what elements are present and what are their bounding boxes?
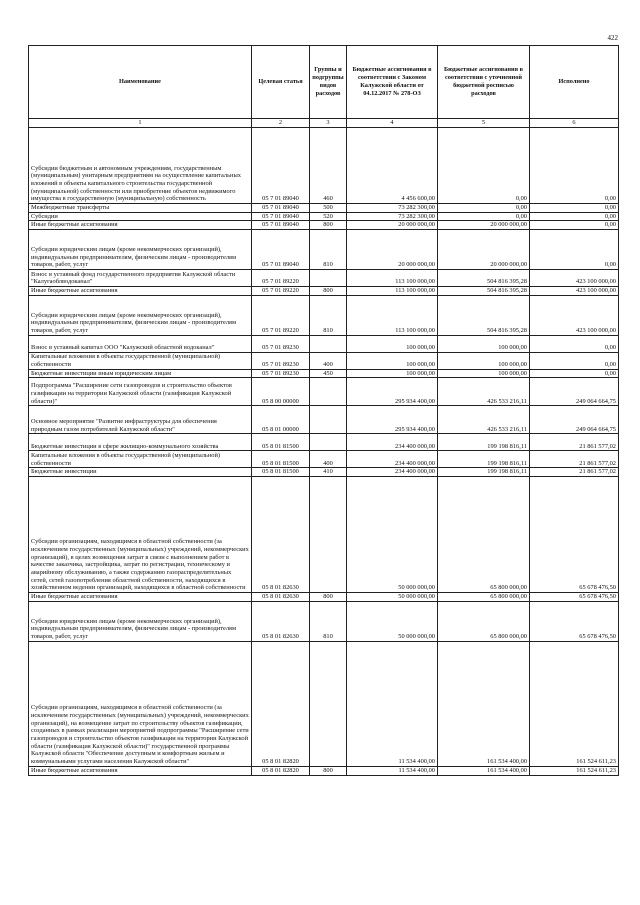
row-name: Субсидии юридическим лицам (кроме некоммерческих организаций), индивидуальным предпринимателям, физическим лицам - производителям товаров, работ, услуг (29, 295, 252, 335)
target-article: 05 8 01 82820 (252, 641, 310, 766)
executed-amount: 21 861 577,02 (530, 468, 619, 477)
row-name: Субсидии организациям, находящимся в областной собственности (за исключением государственных (муниципальных) учреждений, некоммерческих организаций), на возмещение затрат по строительству объектов газификации, созданных в рамках реализации мероприятий подпрограммы "Расширение сети газопроводов и строительство объектов газификации на территории Калужской области (газификация Калужской области)" государственной программы Калужской области "Обеспечение доступным и комфортным жильем и коммунальными услугами населения Калужской области" (29, 641, 252, 766)
target-article: 05 7 01 89040 (252, 221, 310, 230)
column-index: 4 (347, 119, 438, 128)
expense-group: 800 (310, 593, 347, 602)
table-row (29, 204, 619, 213)
law-allocation: 4 456 600,00 (347, 128, 438, 204)
refined-allocation: 199 198 816,11 (438, 451, 530, 468)
expense-group: 800 (310, 221, 347, 230)
target-article: 05 8 00 00000 (252, 378, 310, 406)
law-allocation: 73 282 300,00 (347, 212, 438, 221)
table-row (29, 378, 619, 406)
table-row (29, 369, 619, 378)
law-allocation: 73 282 300,00 (347, 204, 438, 213)
target-article: 05 7 01 89220 (252, 270, 310, 287)
row-name: Подпрограмма "Расширение сети газопроводов и строительство объектов газификации на территории Калужской области (газификация Калужской области)" (29, 378, 252, 406)
expense-group: 400 (310, 451, 347, 468)
expense-group (310, 477, 347, 593)
expense-group: 450 (310, 369, 347, 378)
refined-allocation: 426 533 216,11 (438, 378, 530, 406)
table-row (29, 451, 619, 468)
target-article: 05 7 01 89040 (252, 128, 310, 204)
executed-amount: 0,00 (530, 204, 619, 213)
executed-amount: 0,00 (530, 212, 619, 221)
column-index: 3 (310, 119, 347, 128)
executed-amount: 161 524 611,23 (530, 641, 619, 766)
table-header-row (29, 46, 619, 119)
target-article: 05 8 01 82630 (252, 601, 310, 641)
header-executed: Исполнено (530, 46, 619, 119)
table-row (29, 128, 619, 204)
law-allocation: 100 000,00 (347, 352, 438, 369)
table-row (29, 352, 619, 369)
executed-amount: 249 064 664,75 (530, 406, 619, 434)
refined-allocation: 65 800 000,00 (438, 601, 530, 641)
expense-group: 500 (310, 204, 347, 213)
law-allocation: 100 000,00 (347, 369, 438, 378)
refined-allocation: 199 198 816,11 (438, 434, 530, 451)
row-name: Иные бюджетные ассигнования (29, 287, 252, 296)
refined-allocation: 199 198 816,11 (438, 468, 530, 477)
law-allocation: 113 100 000,00 (347, 270, 438, 287)
target-article: 05 7 01 89230 (252, 335, 310, 352)
target-article: 05 7 01 89220 (252, 295, 310, 335)
law-allocation: 100 000,00 (347, 335, 438, 352)
table-row (29, 230, 619, 270)
executed-amount: 423 100 000,00 (530, 295, 619, 335)
row-name: Субсидии (29, 212, 252, 221)
executed-amount: 65 678 476,50 (530, 593, 619, 602)
header-expense-groups: Группы и подгруппы видов расходов (310, 46, 347, 119)
row-name: Иные бюджетные ассигнования (29, 221, 252, 230)
target-article: 05 7 01 89230 (252, 369, 310, 378)
table-row (29, 477, 619, 593)
executed-amount: 0,00 (530, 221, 619, 230)
executed-amount: 65 678 476,50 (530, 477, 619, 593)
budget-table (28, 45, 619, 776)
row-name: Бюджетные инвестиции (29, 468, 252, 477)
refined-allocation: 65 800 000,00 (438, 477, 530, 593)
refined-allocation: 100 000,00 (438, 352, 530, 369)
expense-group: 810 (310, 295, 347, 335)
column-index: 5 (438, 119, 530, 128)
refined-allocation: 504 816 395,28 (438, 295, 530, 335)
row-name: Субсидии юридическим лицам (кроме некоммерческих организаций), индивидуальным предпринимателям, физическим лицам - производителям товаров, работ, услуг (29, 230, 252, 270)
refined-allocation: 426 533 216,11 (438, 406, 530, 434)
executed-amount: 0,00 (530, 128, 619, 204)
table-row (29, 766, 619, 775)
expense-group: 460 (310, 128, 347, 204)
table-row (29, 434, 619, 451)
expense-group (310, 434, 347, 451)
row-name: Иные бюджетные ассигнования (29, 593, 252, 602)
row-name: Межбюджетные трансферты (29, 204, 252, 213)
refined-allocation: 20 000 000,00 (438, 230, 530, 270)
row-name: Субсидии юридическим лицам (кроме некоммерческих организаций), индивидуальным предпринимателям, физическим лицам - производителям товаров, работ, услуг (29, 601, 252, 641)
law-allocation: 50 000 000,00 (347, 477, 438, 593)
header-law-allocations: Бюджетные ассигнования в соответствии с Законом Калужской области от 04.12.2017 № 278-ОЗ (347, 46, 438, 119)
row-name: Капитальные вложения в объекты государственной (муниципальной) собственности (29, 352, 252, 369)
expense-group: 810 (310, 230, 347, 270)
law-allocation: 11 534 400,00 (347, 641, 438, 766)
expense-group (310, 335, 347, 352)
row-name: Взнос в уставный капитал ООО "Калужский областной водоканал" (29, 335, 252, 352)
table-row (29, 287, 619, 296)
target-article: 05 7 01 89220 (252, 287, 310, 296)
executed-amount: 423 100 000,00 (530, 270, 619, 287)
row-name: Субсидии организациям, находящимся в областной собственности (за исключением государственных (муниципальных) учреждений, некоммерческих организаций), в целях возмещения затрат в связи с выполнением работ в качестве заказчика, застройщика, затрат по регистрации, техническому и аварийному обслуживанию, а также содержанию газораспределительных сетей, сетей газопотребления областной собственности, находящихся в хозяйственном ведении организаций, находящихся в областной собственности (29, 477, 252, 593)
executed-amount: 0,00 (530, 352, 619, 369)
target-article: 05 8 01 82630 (252, 593, 310, 602)
target-article: 05 8 01 81500 (252, 434, 310, 451)
page-number: 422 (607, 34, 618, 42)
target-article: 05 8 01 81500 (252, 468, 310, 477)
target-article: 05 7 01 89040 (252, 212, 310, 221)
row-name: Иные бюджетные ассигнования (29, 766, 252, 775)
expense-group (310, 270, 347, 287)
table-row (29, 295, 619, 335)
refined-allocation: 0,00 (438, 128, 530, 204)
law-allocation: 234 400 000,00 (347, 434, 438, 451)
target-article: 05 7 01 89040 (252, 230, 310, 270)
header-refined-allocations: Бюджетные ассигнования в соответствии с уточненной бюджетной росписью расходов (438, 46, 530, 119)
column-index: 6 (530, 119, 619, 128)
table-row (29, 212, 619, 221)
expense-group: 800 (310, 766, 347, 775)
target-article: 05 7 01 89040 (252, 204, 310, 213)
law-allocation: 11 534 400,00 (347, 766, 438, 775)
refined-allocation: 504 816 395,28 (438, 270, 530, 287)
header-name: Наименование (29, 46, 252, 119)
refined-allocation: 100 000,00 (438, 369, 530, 378)
law-allocation: 295 934 400,00 (347, 406, 438, 434)
executed-amount: 21 861 577,02 (530, 434, 619, 451)
row-name: Взнос в уставный фонд государственного предприятия Калужской области "Калугаоблводоканал" (29, 270, 252, 287)
target-article: 05 8 01 82630 (252, 477, 310, 593)
law-allocation: 234 400 000,00 (347, 451, 438, 468)
target-article: 05 8 01 82820 (252, 766, 310, 775)
law-allocation: 50 000 000,00 (347, 593, 438, 602)
refined-allocation: 161 534 400,00 (438, 766, 530, 775)
refined-allocation: 20 000 000,00 (438, 221, 530, 230)
executed-amount: 249 064 664,75 (530, 378, 619, 406)
column-index: 2 (252, 119, 310, 128)
law-allocation: 20 000 000,00 (347, 230, 438, 270)
table-row (29, 593, 619, 602)
executed-amount: 161 524 611,23 (530, 766, 619, 775)
executed-amount: 0,00 (530, 335, 619, 352)
table-row (29, 270, 619, 287)
table-row (29, 221, 619, 230)
expense-group: 520 (310, 212, 347, 221)
row-name: Бюджетные инвестиции иным юридическим лицам (29, 369, 252, 378)
column-index-row (29, 119, 619, 128)
expense-group: 800 (310, 287, 347, 296)
law-allocation: 20 000 000,00 (347, 221, 438, 230)
header-target-article: Целевая статья (252, 46, 310, 119)
expense-group: 400 (310, 352, 347, 369)
row-name: Субсидии бюджетным и автономным учреждениям, государственным (муниципальным) унитарным предприятиям на осуществление капитальных вложений в объекты капитального строительства государственной (муниципальной) собственности или приобретение объектов недвижимого имущества в государственную (муниципальную) собственность (29, 128, 252, 204)
table-row (29, 468, 619, 477)
law-allocation: 295 934 400,00 (347, 378, 438, 406)
refined-allocation: 65 800 000,00 (438, 593, 530, 602)
executed-amount: 0,00 (530, 230, 619, 270)
refined-allocation: 0,00 (438, 212, 530, 221)
row-name: Капитальные вложения в объекты государственной (муниципальной) собственности (29, 451, 252, 468)
target-article: 05 8 01 00000 (252, 406, 310, 434)
law-allocation: 113 100 000,00 (347, 295, 438, 335)
law-allocation: 234 400 000,00 (347, 468, 438, 477)
expense-group (310, 406, 347, 434)
executed-amount: 423 100 000,00 (530, 287, 619, 296)
law-allocation: 50 000 000,00 (347, 601, 438, 641)
table-row (29, 641, 619, 766)
table-row (29, 601, 619, 641)
law-allocation: 113 100 000,00 (347, 287, 438, 296)
executed-amount: 65 678 476,50 (530, 601, 619, 641)
expense-group (310, 378, 347, 406)
expense-group: 410 (310, 468, 347, 477)
refined-allocation: 161 534 400,00 (438, 641, 530, 766)
table-row (29, 335, 619, 352)
target-article: 05 8 01 81500 (252, 451, 310, 468)
table-row (29, 406, 619, 434)
expense-group (310, 641, 347, 766)
executed-amount: 21 861 577,02 (530, 451, 619, 468)
refined-allocation: 0,00 (438, 204, 530, 213)
refined-allocation: 504 816 395,28 (438, 287, 530, 296)
column-index: 1 (29, 119, 252, 128)
executed-amount: 0,00 (530, 369, 619, 378)
target-article: 05 7 01 89230 (252, 352, 310, 369)
expense-group: 810 (310, 601, 347, 641)
row-name: Основное мероприятие "Развитие инфраструктуры для обеспечения природным газом потребителей Калужской области" (29, 406, 252, 434)
refined-allocation: 100 000,00 (438, 335, 530, 352)
row-name: Бюджетные инвестиции в сфере жилищно-коммунального хозяйства (29, 434, 252, 451)
